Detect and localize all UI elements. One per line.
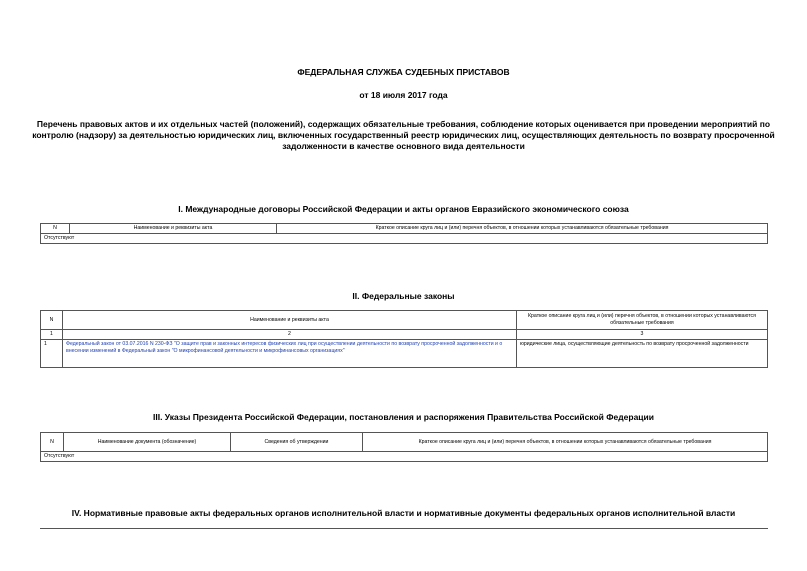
section-4-heading: IV. Нормативные правовые акты федеральных органов исполнительной власти и нормативные документы федеральных органов исполнительной власти (71, 508, 736, 518)
column-number-row (41, 330, 768, 340)
table-top-border (40, 528, 768, 529)
column-header: Наименование и реквизиты акта (70, 224, 277, 234)
document-date: от 18 июля 2017 года (359, 90, 448, 100)
table-row (41, 234, 768, 244)
column-header: Краткое описание круга лиц и (или) перечня объектов, в отношении которых устанавливаются обязательные требования (517, 311, 768, 330)
row-number: 1 (41, 340, 63, 368)
table-row (41, 452, 768, 462)
document-title: Перечень правовых актов и их отдельных частей (положений), содержащих обязательные требования, соблюдение которых оценивается при проведении мероприятий по контролю (надзору) за деятельностью юридических лиц, включенных государственный реестр юридических лиц, осуществляющих деятельность по возврату просроченной задолженности в качестве основного вида деятельности (32, 119, 775, 151)
column-header: N (41, 433, 64, 452)
column-number: 3 (517, 330, 768, 340)
column-header: Сведения об утверждении (231, 433, 363, 452)
column-header: Краткое описание круга лиц и (или) перечня объектов, в отношении которых устанавливаются обязательные требования (363, 433, 768, 452)
section-1-table (40, 223, 768, 244)
column-header: N (41, 224, 70, 234)
section-2-table (40, 310, 768, 368)
description-cell: юридические лица, осуществляющие деятельность по возврату просроченной задолженности (517, 340, 768, 368)
act-cell (63, 340, 517, 368)
column-header: Наименование и реквизиты акта (63, 311, 517, 330)
act-link[interactable]: Федеральный закон от 03.07.2016 N 230-ФЗ "О защите прав и законных интересов физических лиц при осуществлении деятельности по возврату просроченной задолженности и о внесении изменений в Федеральный закон "О микрофинансовой деятельности и микрофинансовых организациях" (66, 341, 503, 354)
section-1-heading: I. Международные договоры Российской Федерации и акты органов Евразийского экономического союза (178, 204, 629, 214)
column-header: Краткое описание круга лиц и (или) перечня объектов, в отношении которых устанавливаются обязательные требования (277, 224, 768, 234)
empty-cell: Отсутствуют (41, 234, 768, 244)
column-number: 1 (41, 330, 63, 340)
section-3-table (40, 432, 768, 462)
column-number: 2 (63, 330, 517, 340)
empty-cell: Отсутствуют (41, 452, 768, 462)
organization-name: ФЕДЕРАЛЬНАЯ СЛУЖБА СУДЕБНЫХ ПРИСТАВОВ (297, 67, 510, 77)
table-header-row (41, 433, 768, 452)
table-row (41, 340, 768, 368)
table-header-row (41, 311, 768, 330)
column-header: Наименование документа (обозначение) (64, 433, 231, 452)
section-2-heading: II. Федеральные законы (352, 291, 455, 301)
table-header-row (41, 224, 768, 234)
section-3-heading: III. Указы Президента Российской Федерации, постановления и распоряжения Правительства Российской Федерации (153, 412, 654, 422)
column-header: N (41, 311, 63, 330)
